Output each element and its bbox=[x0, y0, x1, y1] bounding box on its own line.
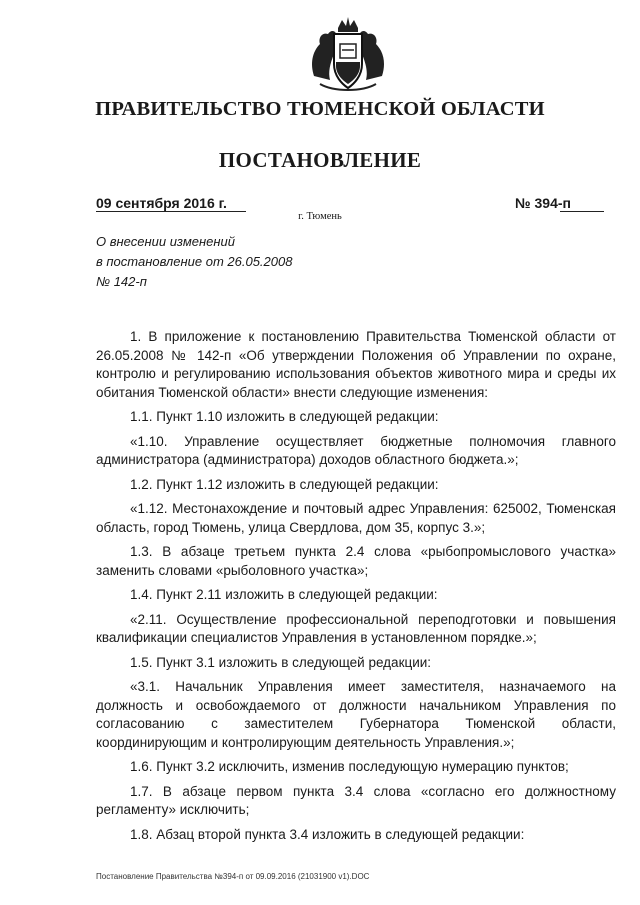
list-item: «1.10. Управление осуществляет бюджетные полномочия главного администратора (администратора) доходов областного бюджета.»; bbox=[96, 433, 616, 467]
list-item: «2.11. Осуществление профессиональной переподготовки и повышения квалификации специалистов Управления в установленном порядке.»; bbox=[96, 611, 616, 645]
list-item: 1.7. В абзаце первом пункта 3.4 слова «согласно его должностному регламенту» исключить; bbox=[96, 783, 616, 817]
list-item: «1.12. Местонахождение и почтовый адрес Управления: 625002, Тюменская область, город Тюмень, улица Свердлова, дом 35, корпус 3.»; bbox=[96, 501, 616, 535]
document-type-title: ПОСТАНОВЛЕНИЕ bbox=[218, 148, 422, 172]
document-number: № 394-п bbox=[515, 195, 571, 211]
list-item: 1.2. Пункт 1.12 изложить в следующей редакции: bbox=[130, 476, 439, 492]
list-item: 1.5. Пункт 3.1 изложить в следующей редакции: bbox=[130, 654, 432, 670]
list-item: 1.3. В абзаце третьем пункта 2.4 слова «рыбопромыслового участка» заменить словами «рыболовного участка»; bbox=[96, 544, 616, 578]
list-item: 1.6. Пункт 3.2 исключить, изменив последующую нумерацию пунктов; bbox=[130, 759, 569, 774]
subject-line: О внесении изменений bbox=[96, 234, 235, 249]
document-subject bbox=[96, 232, 292, 292]
list-item: 1.4. Пункт 2.11 изложить в следующей редакции: bbox=[130, 587, 438, 602]
city-label: г. Тюмень bbox=[298, 211, 342, 222]
subject-line: в постановление от 26.05.2008 bbox=[96, 254, 293, 269]
coat-of-arms-icon bbox=[300, 14, 396, 94]
document-footer: Постановление Правительства №394-п от 09.09.2016 (21031900 v1).DOC bbox=[96, 872, 370, 881]
document-body bbox=[96, 328, 616, 850]
subject-line: № 142-п bbox=[96, 274, 147, 289]
list-item: «3.1. Начальник Управления имеет заместителя, назначаемого на должность и освобождаемого от должности начальником Управления по согласованию с заместителем Губернатора Тюменской области, координирующим и контролирующим деятельность Управления.»; bbox=[96, 679, 616, 750]
intro-paragraph: 1. В приложение к постановлению Правительства Тюменской области от 26.05.2008 № 142-п «Об утверждении Положения об Управлении по охране, контролю и регулированию использования объектов животного мира и среды их обитания Тюменской области» внести следующие изменения: bbox=[96, 329, 616, 400]
government-title: ПРАВИТЕЛЬСТВО ТЮМЕНСКОЙ ОБЛАСТИ bbox=[95, 98, 545, 120]
list-item: 1.1. Пункт 1.10 изложить в следующей редакции: bbox=[130, 409, 439, 424]
list-item: 1.8. Абзац второй пункта 3.4 изложить в следующей редакции: bbox=[130, 826, 525, 842]
document-date: 09 сентября 2016 г. bbox=[96, 195, 227, 211]
